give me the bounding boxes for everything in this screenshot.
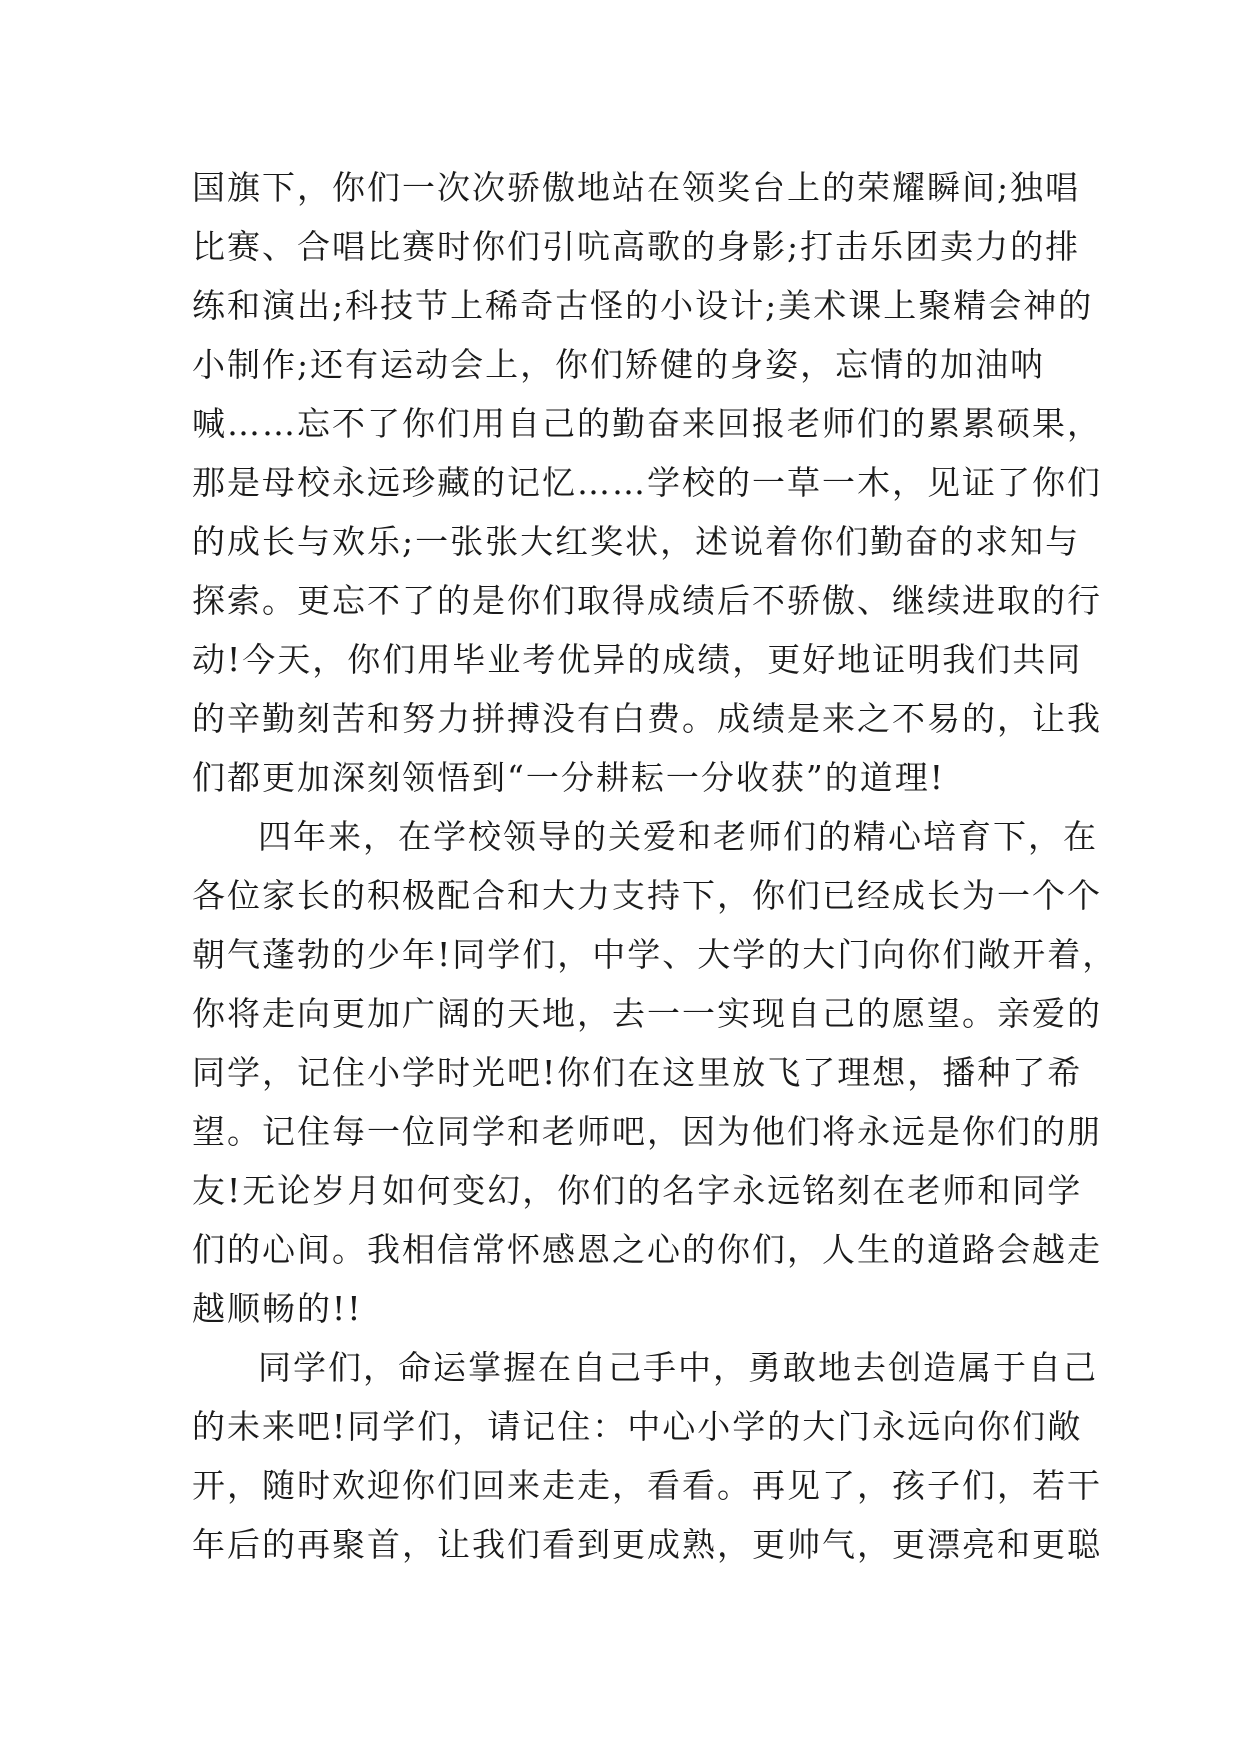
paragraph — [192, 158, 1102, 807]
text-line-indented: 同学们，命运掌握在自己手中，勇敢地去创造属于自己 — [258, 1348, 1098, 1387]
text-line: 各位家长的积极配合和大力支持下，你们已经成长为一个个 — [192, 876, 1102, 915]
text-line: 的辛勤刻苦和努力拼搏没有白费。成绩是来之不易的，让我 — [192, 699, 1102, 738]
text-line: 动!今天，你们用毕业考优异的成绩，更好地证明我们共同 — [192, 640, 1083, 679]
text-line: 小制作;还有运动会上，你们矫健的身姿，忘情的加油呐 — [192, 345, 1046, 384]
text-line: 望。记住每一位同学和老师吧，因为他们将永远是你们的朋 — [192, 1112, 1102, 1151]
text-line: 国旗下，你们一次次骄傲地站在领奖台上的荣耀瞬间;独唱 — [192, 168, 1081, 207]
text-line: 越顺畅的!! — [192, 1289, 363, 1328]
text-line-indented: 四年来，在学校领导的关爱和老师们的精心培育下，在 — [258, 817, 1098, 856]
text-line: 的成长与欢乐;一张张大红奖状，述说着你们勤奋的求知与 — [192, 522, 1081, 561]
text-line: 同学，记住小学时光吧!你们在这里放飞了理想，播种了希 — [192, 1053, 1083, 1092]
paragraph — [192, 807, 1118, 1338]
text-line: 开，随时欢迎你们回来走走，看看。再见了，孩子们，若干 — [192, 1466, 1102, 1505]
text-line: 年后的再聚首，让我们看到更成熟，更帅气，更漂亮和更聪 — [192, 1525, 1102, 1564]
text-line: 友!无论岁月如何变幻，你们的名字永远铭刻在老师和同学 — [192, 1171, 1083, 1210]
text-line: 们的心间。我相信常怀感恩之心的你们，人生的道路会越走 — [192, 1230, 1102, 1269]
text-line: 探索。更忘不了的是你们取得成绩后不骄傲、继续进取的行 — [192, 581, 1102, 620]
document-body — [192, 158, 1118, 1574]
paragraph — [192, 1338, 1102, 1574]
text-line: 朝气蓬勃的少年!同学们，中学、大学的大门向你们敞开着， — [192, 935, 1118, 974]
text-line: 练和演出;科技节上稀奇古怪的小设计;美术课上聚精会神的 — [192, 286, 1094, 325]
text-line: 的未来吧!同学们，请记住：中心小学的大门永远向你们敞 — [192, 1407, 1083, 1446]
text-line: 们都更加深刻领悟到“一分耕耘一分收获”的道理! — [192, 758, 946, 797]
text-line: 喊……忘不了你们用自己的勤奋来回报老师们的累累硕果， — [192, 404, 1102, 443]
text-line: 比赛、合唱比赛时你们引吭高歌的身影;打击乐团卖力的排 — [192, 227, 1081, 266]
text-line: 你将走向更加广阔的天地，去一一实现自己的愿望。亲爱的 — [192, 994, 1102, 1033]
text-line: 那是母校永远珍藏的记忆……学校的一草一木，见证了你们 — [192, 463, 1102, 502]
